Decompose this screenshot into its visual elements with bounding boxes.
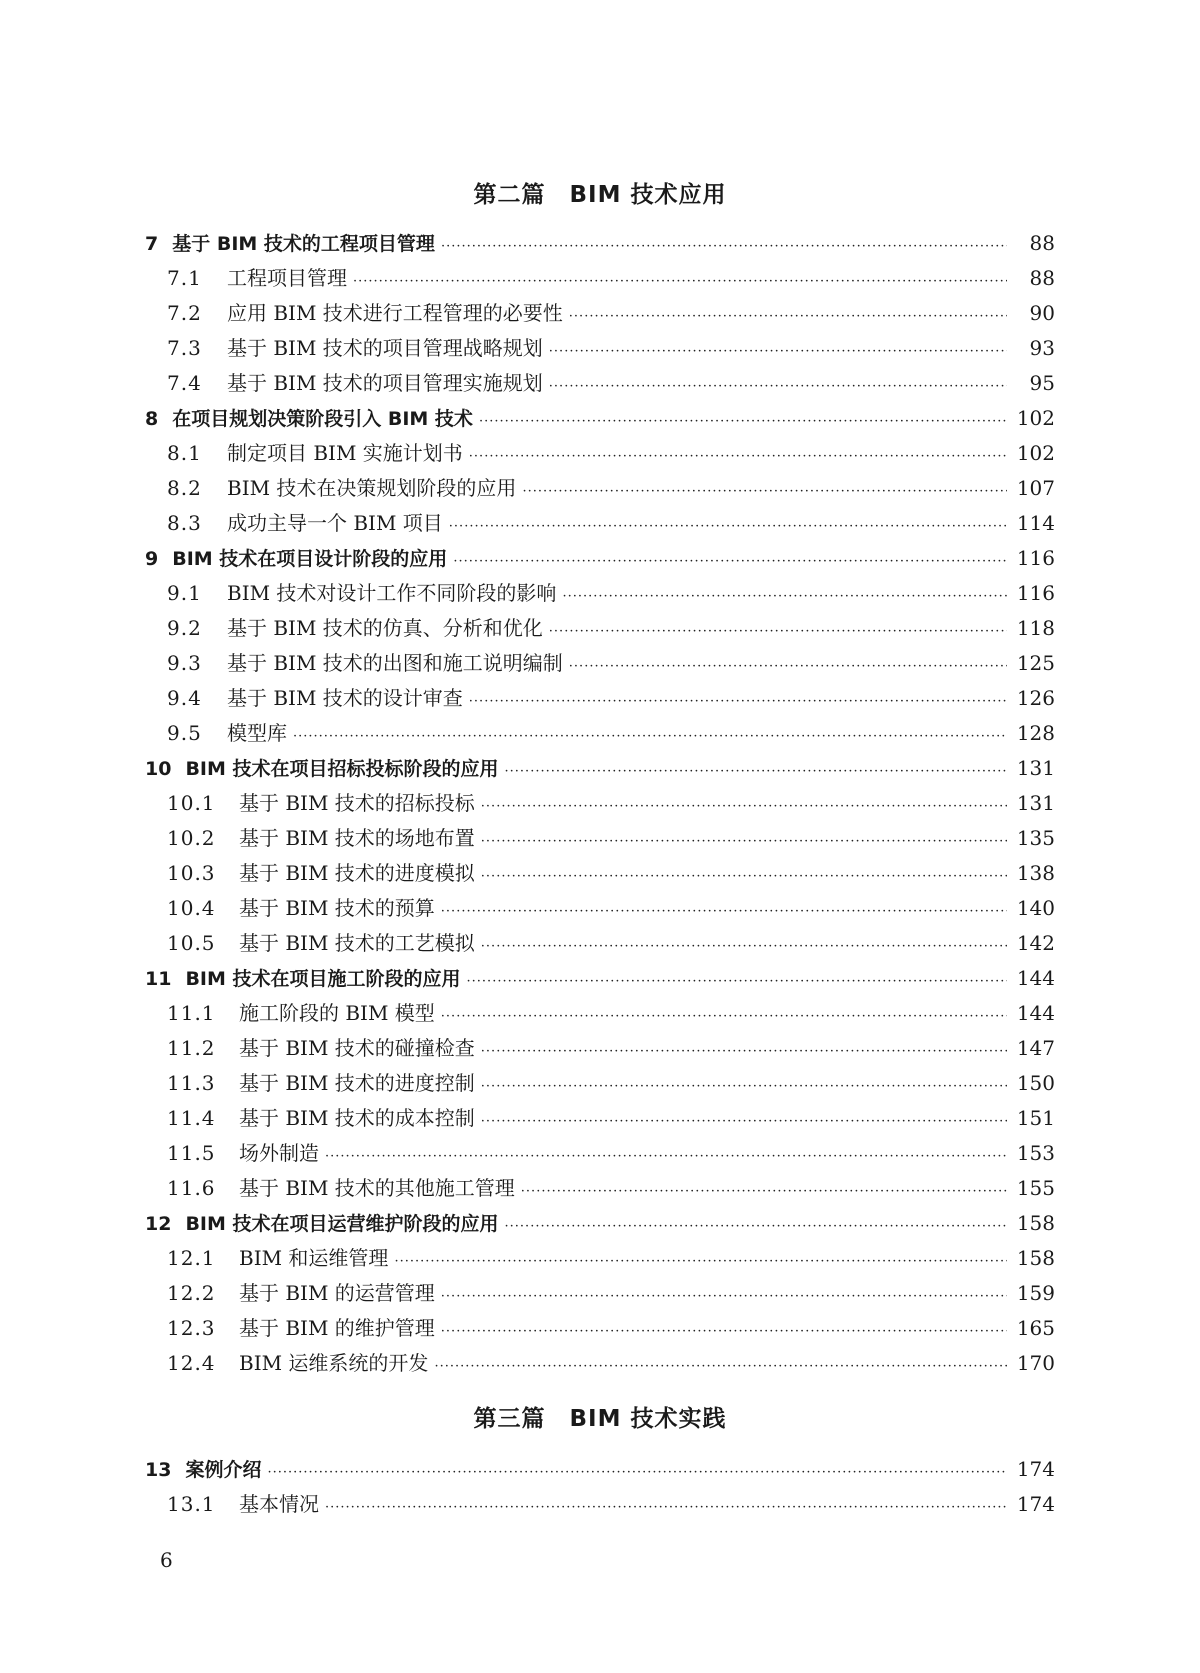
page-number: 158 [1016,1246,1055,1270]
page-number: 144 [1016,966,1055,990]
toc-section[interactable] [145,891,1055,926]
toc-section[interactable] [145,296,1055,331]
section-number: 12.3 [167,1316,216,1340]
dot-leader [569,649,1007,684]
section-title: 基本情况 [239,1492,319,1516]
dot-leader [441,999,1007,1034]
section-number: 10.3 [167,861,216,885]
page-number: 140 [1016,896,1055,920]
dot-leader [481,929,1007,964]
dot-leader [549,369,1007,404]
section-number: 10.2 [167,826,216,850]
toc-section[interactable] [145,786,1055,821]
section-number: 11.2 [167,1036,216,1060]
section-title: BIM 运维系统的开发 [239,1351,429,1375]
section-title: 应用 BIM 技术进行工程管理的必要性 [227,301,563,325]
toc-section[interactable] [145,576,1055,611]
chapter-title: 基于 BIM 技术的工程项目管理 [172,233,435,255]
chapter-title: BIM 技术在项目运营维护阶段的应用 [185,1213,499,1235]
page-number: 165 [1016,1316,1055,1340]
chapter-number: 12 [145,1213,172,1235]
toc-chapter[interactable] [145,961,1055,996]
section-title: 基于 BIM 技术的设计审查 [227,686,463,710]
section-number: 11.5 [167,1141,216,1165]
dot-leader [394,1244,1007,1279]
dot-leader [469,439,1007,474]
toc-part-3 [145,1452,1055,1522]
chapter-number: 11 [145,968,172,990]
section-number: 11.3 [167,1071,216,1095]
page-number: 90 [1029,301,1055,325]
dot-leader [481,789,1007,824]
toc-section[interactable] [145,1136,1055,1171]
page-number: 170 [1016,1351,1055,1375]
chapter-number: 9 [145,548,159,570]
toc-section[interactable] [145,716,1055,751]
page-number: 116 [1016,546,1055,570]
toc-chapter[interactable] [145,401,1055,436]
page-number: 174 [1016,1457,1055,1481]
toc-section[interactable] [145,926,1055,961]
dot-leader [453,544,1007,579]
dot-leader [505,1209,1007,1244]
chapter-title: BIM 技术在项目招标投标阶段的应用 [185,758,499,780]
dot-leader [353,264,1007,299]
page-number: 150 [1016,1071,1055,1095]
dot-leader [325,1139,1007,1174]
toc-section[interactable] [145,506,1055,541]
dot-leader [481,859,1007,894]
dot-leader [434,1349,1007,1384]
part-title: 第二篇 BIM 技术应用 [473,182,727,208]
page-number: 174 [1016,1492,1055,1516]
page-number: 93 [1029,336,1055,360]
dot-leader [479,404,1007,439]
toc-section[interactable] [145,436,1055,471]
section-number: 13.1 [167,1492,216,1516]
section-title: 工程项目管理 [227,266,347,290]
section-number: 9.3 [167,651,202,675]
dot-leader [549,334,1007,369]
toc-section[interactable] [145,856,1055,891]
section-number: 9.4 [167,686,202,710]
part-title: 第三篇 BIM 技术实践 [473,1406,727,1432]
page-number: 88 [1029,231,1055,255]
dot-leader [449,509,1007,544]
dot-leader [481,1104,1007,1139]
chapter-number: 8 [145,408,159,430]
section-title: 基于 BIM 技术的工艺模拟 [239,931,475,955]
section-title: 基于 BIM 技术的进度控制 [239,1071,475,1095]
section-title: 施工阶段的 BIM 模型 [239,1001,435,1025]
toc-section[interactable] [145,471,1055,506]
dot-leader [481,1069,1007,1104]
toc-section[interactable] [145,1487,1055,1522]
section-title: 基于 BIM 技术的项目管理实施规划 [227,371,543,395]
page-number: 126 [1016,686,1055,710]
dot-leader [441,894,1007,929]
dot-leader [441,229,1007,264]
section-title: 制定项目 BIM 实施计划书 [227,441,463,465]
section-title: 基于 BIM 的维护管理 [239,1316,435,1340]
dot-leader [522,474,1007,509]
section-number: 10.1 [167,791,216,815]
section-title: 基于 BIM 技术的预算 [239,896,435,920]
toc-section[interactable] [145,611,1055,646]
page-number: 102 [1016,406,1055,430]
toc-chapter[interactable] [145,751,1055,786]
page-number: 155 [1016,1176,1055,1200]
section-number: 7.4 [167,371,202,395]
dot-leader [481,1034,1007,1069]
page-number: 102 [1016,441,1055,465]
section-title: 基于 BIM 技术的成本控制 [239,1106,475,1130]
page-number: 107 [1016,476,1055,500]
section-number: 7.3 [167,336,202,360]
section-number: 9.1 [167,581,202,605]
page-number: 158 [1016,1211,1055,1235]
section-title: 基于 BIM 技术的招标投标 [239,791,475,815]
chapter-number: 13 [145,1459,172,1481]
toc-section[interactable] [145,366,1055,401]
page-number: 131 [1016,756,1055,780]
dot-leader [293,719,1007,754]
section-title: BIM 和运维管理 [239,1246,389,1270]
toc-section[interactable] [145,1101,1055,1136]
section-title: 基于 BIM 技术的出图和施工说明编制 [227,651,563,675]
dot-leader [325,1490,1007,1525]
toc-section[interactable] [145,996,1055,1031]
toc-section[interactable] [145,646,1055,681]
section-title: BIM 技术对设计工作不同阶段的影响 [227,581,557,605]
toc-chapter[interactable] [145,1452,1055,1487]
chapter-title: 案例介绍 [185,1459,262,1481]
toc-section[interactable] [145,1276,1055,1311]
dot-leader [521,1174,1007,1209]
page-number: 151 [1016,1106,1055,1130]
section-number: 7.1 [167,266,202,290]
page-number: 128 [1016,721,1055,745]
page-number: 118 [1016,616,1055,640]
toc-section[interactable] [145,1241,1055,1276]
dot-leader [267,1455,1007,1490]
dot-leader [441,1279,1007,1314]
section-number: 9.2 [167,616,202,640]
page-number: 88 [1029,266,1055,290]
section-title: 成功主导一个 BIM 项目 [227,511,443,535]
section-number: 10.5 [167,931,216,955]
page-number: 144 [1016,1001,1055,1025]
page-folio: 6 [160,1548,173,1572]
dot-leader [505,754,1007,789]
section-title: 基于 BIM 技术的场地布置 [239,826,475,850]
dot-leader [569,299,1007,334]
section-title: 基于 BIM 的运营管理 [239,1281,435,1305]
section-number: 12.2 [167,1281,216,1305]
page-number: 125 [1016,651,1055,675]
page-number: 159 [1016,1281,1055,1305]
toc-section[interactable] [145,1031,1055,1066]
chapter-title: 在项目规划决策阶段引入 BIM 技术 [172,408,473,430]
toc-chapter[interactable] [145,226,1055,261]
dot-leader [549,614,1007,649]
section-number: 11.1 [167,1001,216,1025]
page-number: 95 [1029,371,1055,395]
toc-section[interactable] [145,331,1055,366]
page-number: 114 [1016,511,1055,535]
toc-section[interactable] [145,1066,1055,1101]
section-title: 基于 BIM 技术的碰撞检查 [239,1036,475,1060]
chapter-number: 10 [145,758,172,780]
section-title: 基于 BIM 技术的其他施工管理 [239,1176,515,1200]
page-number: 147 [1016,1036,1055,1060]
section-title: 基于 BIM 技术的仿真、分析和优化 [227,616,543,640]
page-number: 131 [1016,791,1055,815]
toc-section[interactable] [145,1311,1055,1346]
toc-section[interactable] [145,261,1055,296]
section-number: 9.5 [167,721,202,745]
toc-section[interactable] [145,1346,1055,1381]
section-number: 12.4 [167,1351,216,1375]
toc-chapter[interactable] [145,1206,1055,1241]
section-title: 基于 BIM 技术的项目管理战略规划 [227,336,543,360]
section-number: 8.2 [167,476,202,500]
toc-part-2 [145,226,1055,1381]
section-number: 11.6 [167,1176,216,1200]
section-number: 8.1 [167,441,202,465]
section-number: 8.3 [167,511,202,535]
page-number: 142 [1016,931,1055,955]
section-title: 基于 BIM 技术的进度模拟 [239,861,475,885]
chapter-number: 7 [145,233,159,255]
dot-leader [441,1314,1007,1349]
toc-section[interactable] [145,681,1055,716]
dot-leader [467,964,1007,999]
chapter-title: BIM 技术在项目施工阶段的应用 [185,968,461,990]
dot-leader [481,824,1007,859]
section-title: 场外制造 [239,1141,319,1165]
dot-leader [469,684,1007,719]
section-number: 10.4 [167,896,216,920]
page-number: 135 [1016,826,1055,850]
section-number: 11.4 [167,1106,216,1130]
toc-section[interactable] [145,1171,1055,1206]
toc-section[interactable] [145,821,1055,856]
toc-chapter[interactable] [145,541,1055,576]
page-number: 116 [1016,581,1055,605]
section-number: 12.1 [167,1246,216,1270]
chapter-title: BIM 技术在项目设计阶段的应用 [172,548,448,570]
section-title: 模型库 [227,721,287,745]
dot-leader [562,579,1007,614]
page-number: 153 [1016,1141,1055,1165]
section-number: 7.2 [167,301,202,325]
page-number: 138 [1016,861,1055,885]
section-title: BIM 技术在决策规划阶段的应用 [227,476,517,500]
